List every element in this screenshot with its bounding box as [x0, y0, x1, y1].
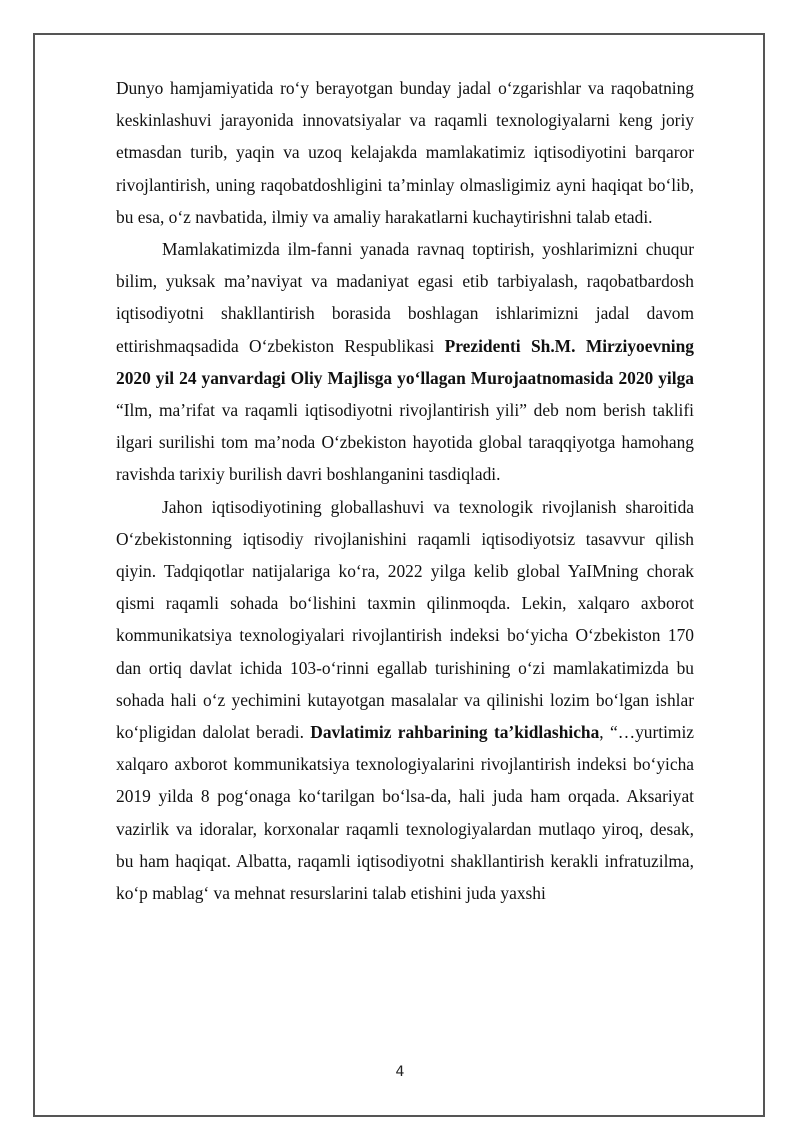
- paragraph-1-text: Dunyo hamjamiyatida roʻy berayotgan bunday jadal oʻzgarishlar va raqobatning keskinlashuvi jarayonida innovatsiyalar va raqamli texnologiyalarni keng joriy etmasdan turib, yaqin va uzoq kelajakda mamlakatimiz iqtisodiyotini barqaror rivojlantirish, uning raqobatdoshligini taʼminlay olmasligimiz ayni haqiqat boʻlib, bu esa, oʻz navbatida, ilmiy va amaliy harakatlarni kuchaytirishni talab etadi.: [116, 78, 694, 227]
- body-text: [116, 72, 694, 909]
- page-number: 4: [395, 1064, 405, 1080]
- paragraph-2-text-start: Mamlakatimizda ilm-fanni yanada ravnaq toptirish, yoshlarimizni chuqur bilim, yuksak maʼnaviyat va madaniyat egasi etib tarbiyalash, raqobatbardosh iqtisodiyotni shakllantirish borasida boshlagan ishlarimizni jadal davom ettirishmaqsadida Oʻzbekiston Respublikasi: [116, 239, 694, 356]
- paragraph-1: [116, 72, 694, 233]
- paragraph-3-bold-phrase: Davlatimiz rahbarining taʼkidlashicha: [310, 722, 600, 743]
- paragraph-3-text-start: Jahon iqtisodiyotining globallashuvi va texnologik rivojlanish sharoitida Oʻzbekistonning iqtisodiy rivojlanishini raqamli iqtisodiyotsiz tasavvur qilish qiyin. Tadqiqotlar natijalariga koʻra, 2022 yilga kelib global YaIMning chorak qismi raqamli sohada boʻlishini taxmin qilinmoqda. Lekin, xalqaro axborot kommunikatsiya texnologiyalari rivojlantirish indeksi boʻyicha Oʻzbekiston 170 dan ortiq davlat ichida 103-oʻrinni egallab turishining oʻzi mamlakatimizda bu sohada hali oʻz yechimini kutayotgan masalalar va qilinishi lozim boʻlgan ishlar koʻpligidan dalolat beradi.: [116, 496, 694, 743]
- paragraph-3-text-end: , “…yurtimiz xalqaro axborot kommunikatsiya texnologiyalarini rivojlantirish indeksi boʻyicha 2019 yilda 8 pogʻonaga koʻtarilgan boʻlsa-da, hali juda ham orqada. Aksariyat vazirlik va idoralar, korxonalar raqamli texnologiyalardan mutlaqo yiroq, desak, bu ham haqiqat. Albatta, raqamli iqtisodiyotni shakllantirish kerakli infratuzilma, koʻp mablagʻ va mehnat resurslarini talab etishini juda yaxshi: [116, 722, 695, 904]
- paragraph-2-text-end: “Ilm, maʼrifat va raqamli iqtisodiyotni rivojlantirish yili” deb nom berish taklifi ilgari surilishi tom maʼnoda Oʻzbekiston hayotida global taraqqiyotga hamohang ravishda tarixiy burilish davri boshlanganini tasdiqladi.: [116, 400, 694, 485]
- paragraph-2-bold-reference: Prezidenti Sh.M. Mirziyoevning 2020 yil 24 yanvardagi Oliy Majlisga yoʻllagan Murojaatnomasida 2020 yilga: [116, 335, 695, 388]
- paragraph-2: [116, 233, 694, 491]
- paragraph-3: [116, 491, 694, 910]
